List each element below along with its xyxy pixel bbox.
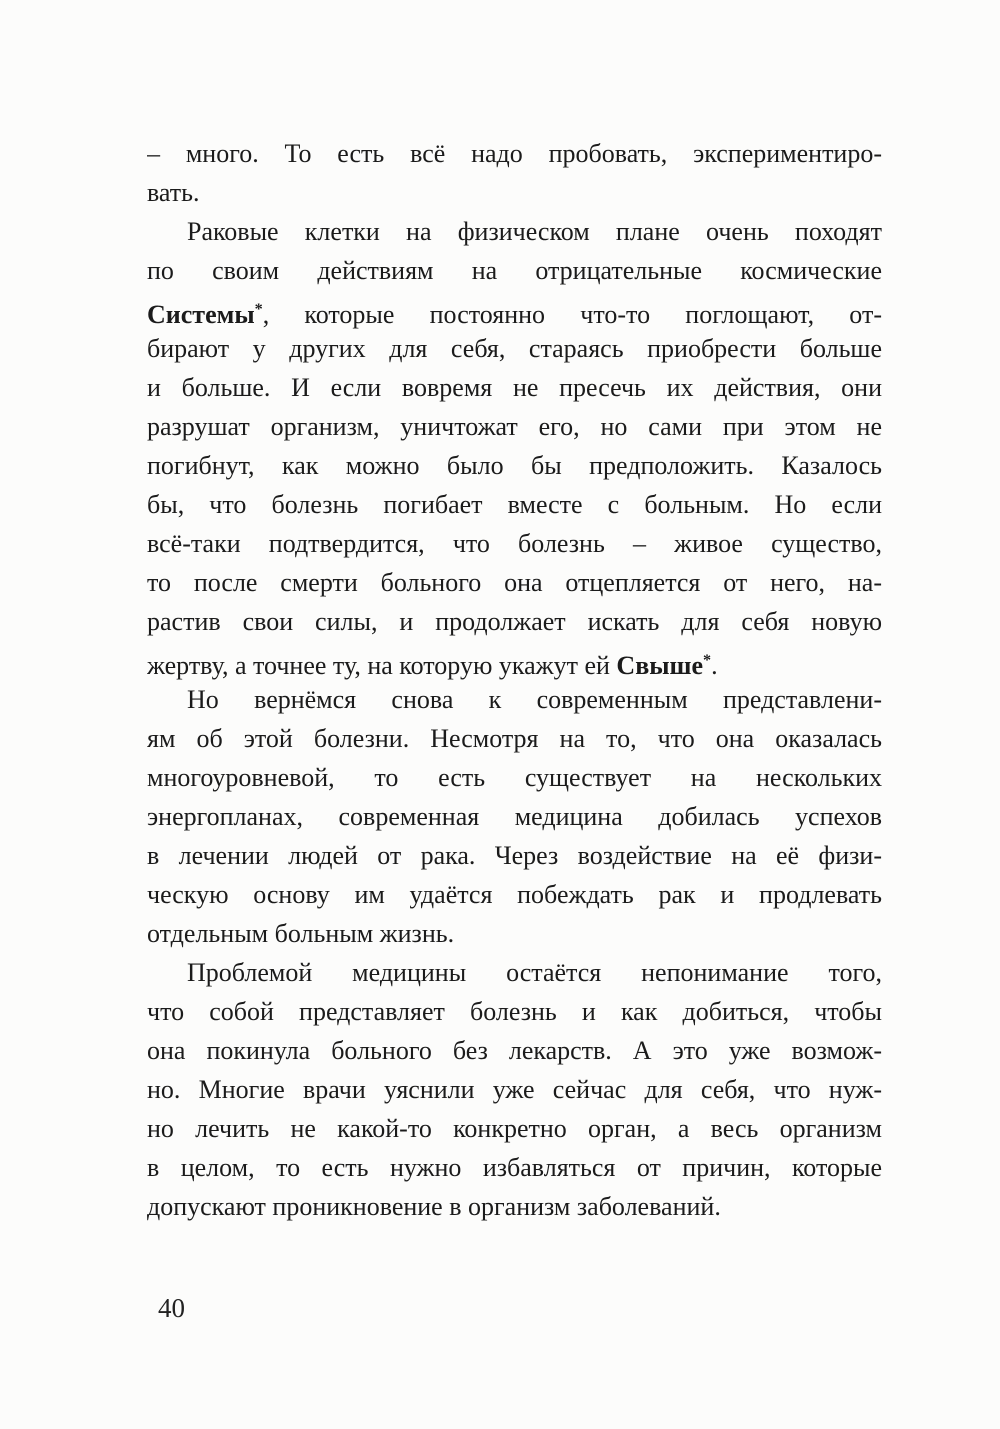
text-line (147, 563, 882, 602)
text-line (147, 797, 882, 836)
text-segment: допускают проникновение в организм заболеваний. (147, 1192, 721, 1221)
text-line (147, 368, 882, 407)
bold-term: Системы (147, 299, 255, 329)
text-line (147, 173, 882, 212)
text-segment: ческую основу им удаётся побеждать рак и продлевать (147, 880, 882, 909)
text-line (147, 1070, 882, 1109)
text-line (147, 1148, 882, 1187)
text-segment: отдельным больным жизнь. (147, 919, 455, 948)
text-line (147, 524, 882, 563)
text-segment: – много. То есть всё надо пробовать, экспериментиро- (147, 139, 882, 168)
text-segment: всё-таки подтвердится, что болезнь – живое существо, (147, 529, 882, 558)
text-segment: разрушат организм, уничтожат его, но сами при этом не (147, 412, 882, 441)
paragraph (147, 212, 882, 680)
text-line (147, 992, 882, 1031)
text-segment: . (711, 650, 718, 680)
text-segment: бирают у других для себя, стараясь приобрести больше (147, 334, 882, 363)
text-segment: то после смерти больного она отцепляется от него, на- (147, 568, 882, 597)
text-segment: она покинула больного без лекарств. А это уже возмож- (147, 1036, 882, 1065)
paragraph (147, 953, 882, 1226)
text-segment: в лечении людей от рака. Через воздействие на её физи- (147, 841, 882, 870)
text-line (147, 914, 882, 953)
text-segment: и больше. И если вовремя не пресечь их действия, они (147, 373, 882, 402)
paragraph (147, 680, 882, 953)
text-line (147, 134, 882, 173)
text-line (147, 251, 882, 290)
text-segment: вать. (147, 178, 200, 207)
text-segment: погибнут, как можно было бы предположить. Казалось (147, 451, 882, 480)
paragraph (147, 134, 882, 212)
text-segment: Проблемой медицины остаётся непонимание того, (187, 958, 882, 987)
text-segment: жертву, а точнее ту, на которую укажут ей (147, 650, 617, 680)
text-line (147, 329, 882, 368)
text-line (147, 485, 882, 524)
text-segment: что собой представляет болезнь и как добиться, чтобы (147, 997, 882, 1026)
text-line (147, 719, 882, 758)
text-segment: растив свои силы, и продолжает искать для себя новую (147, 607, 882, 636)
text-line (147, 1187, 882, 1226)
text-line (147, 446, 882, 485)
text-segment: в целом, то есть нужно избавляться от причин, которые (147, 1153, 882, 1182)
text-line (147, 836, 882, 875)
text-line (147, 1031, 882, 1070)
text-line (147, 641, 882, 680)
text-line (147, 953, 882, 992)
page-number: 40 (158, 1293, 185, 1323)
text-block (147, 134, 882, 1226)
text-line (147, 1109, 882, 1148)
text-line (147, 758, 882, 797)
text-segment: многоуровневой, то есть существует на нескольких (147, 763, 882, 792)
text-segment: по своим действиям на отрицательные космические (147, 256, 882, 285)
text-segment: Но вернёмся снова к современным представлени- (187, 685, 882, 714)
text-line (147, 407, 882, 446)
footnote-asterisk: * (254, 301, 263, 318)
bold-term: Свыше (616, 650, 704, 680)
text-segment: Раковые клетки на физическом плане очень походят (187, 217, 882, 246)
text-line (147, 212, 882, 251)
text-line (147, 602, 882, 641)
text-line (147, 290, 882, 329)
text-segment: энергопланах, современная медицина добилась успехов (147, 802, 882, 831)
text-line (147, 875, 882, 914)
text-segment: но. Многие врачи уяснили уже сейчас для себя, что нуж- (147, 1075, 882, 1104)
text-segment: но лечить не какой-то конкретно орган, а весь организм (147, 1114, 882, 1143)
text-segment: бы, что болезнь погибает вместе с больным. Но если (147, 490, 882, 519)
text-segment: ям об этой болезни. Несмотря на то, что она оказалась (147, 724, 882, 753)
text-line (147, 680, 882, 719)
text-segment: , которые постоянно что-то поглощают, от- (262, 299, 882, 329)
footnote-asterisk: * (703, 652, 712, 669)
